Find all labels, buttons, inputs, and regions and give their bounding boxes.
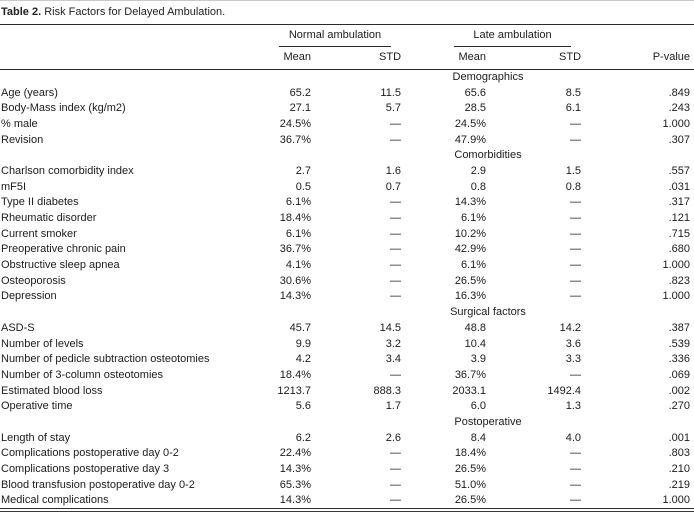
cell-value: 4.0	[565, 431, 582, 444]
cell-value: 3.2	[385, 337, 402, 350]
cell-value: .001	[668, 431, 691, 444]
cell-value: 3.9	[470, 353, 487, 366]
cell-value: —	[390, 227, 402, 240]
cell-value: 1.000	[662, 117, 691, 130]
cell-value: —	[570, 494, 582, 507]
group-header-normal-ambulation	[230, 25, 405, 48]
table-row	[0, 336, 694, 352]
cell-value: —	[390, 274, 402, 287]
row-label: Number of 3-column osteotomies	[1, 368, 164, 381]
table-row	[0, 195, 694, 211]
cell-value: 0.7	[385, 180, 402, 193]
cell-value: 1.5	[565, 164, 582, 177]
cell-value: 0.5	[295, 180, 311, 193]
cell-value: 26.5%	[454, 463, 487, 476]
cell-value: —	[390, 133, 402, 146]
group-header-late-ambulation	[405, 25, 585, 48]
cell-value: 4.1%	[285, 259, 311, 272]
cell-value: —	[390, 463, 402, 476]
row-label: % male	[1, 117, 38, 130]
section-header-row	[0, 305, 694, 321]
cell-value: .002	[668, 384, 691, 397]
cell-value: 1492.4	[547, 384, 582, 397]
row-label: mF5I	[1, 180, 27, 193]
cell-value: —	[570, 133, 582, 146]
cell-value: 6.1%	[285, 196, 311, 209]
cell-value: —	[390, 447, 402, 460]
group-header-late-label: Late ambulation	[454, 29, 571, 47]
cell-value: .219	[668, 478, 691, 491]
table-row	[0, 273, 694, 289]
row-label: Preoperative chronic pain	[1, 243, 126, 256]
cell-value: —	[390, 117, 402, 130]
col-header-std-late: STD	[490, 47, 585, 70]
group-header-pvalue-spacer	[585, 25, 694, 48]
cell-value: —	[570, 290, 582, 303]
cell-value: 3.3	[565, 353, 582, 366]
cell-value: 6.2	[295, 431, 311, 444]
cell-value: 888.3	[373, 384, 402, 397]
table-row	[0, 117, 694, 133]
row-label: Current smoker	[1, 227, 77, 240]
table-row	[0, 289, 694, 305]
row-label: Medical complications	[1, 494, 109, 507]
col-header-mean-late: Mean	[405, 47, 490, 70]
cell-value: .210	[668, 463, 691, 476]
table-row	[0, 446, 694, 462]
cell-value: .270	[668, 400, 691, 413]
row-label: Length of stay	[1, 431, 71, 444]
cell-value: 0.8	[470, 180, 487, 193]
cell-value: 1.000	[662, 290, 691, 303]
cell-value: 8.5	[565, 86, 582, 99]
table-row	[0, 258, 694, 274]
cell-value: 48.8	[464, 321, 487, 334]
table-body	[0, 70, 694, 509]
cell-value: .336	[668, 353, 691, 366]
table-row	[0, 85, 694, 101]
cell-value: .069	[668, 368, 691, 381]
cell-value: —	[570, 243, 582, 256]
cell-value: —	[390, 212, 402, 225]
col-header-std-normal: STD	[315, 47, 405, 70]
cell-value: 16.3%	[454, 290, 487, 303]
row-label: Operative time	[1, 400, 73, 413]
cell-value: —	[570, 463, 582, 476]
cell-value: 10.4	[464, 337, 487, 350]
cell-value: 2.6	[385, 431, 402, 444]
cell-value: 26.5%	[454, 274, 487, 287]
cell-value: 6.1%	[285, 227, 311, 240]
col-header-spacer	[0, 47, 230, 70]
cell-value: —	[570, 212, 582, 225]
section-header-row	[0, 70, 694, 86]
cell-value: 6.1%	[460, 212, 487, 225]
table-row	[0, 101, 694, 117]
cell-value: 1.3	[565, 400, 582, 413]
cell-value: —	[570, 274, 582, 287]
cell-value: .307	[668, 133, 691, 146]
cell-value: .121	[668, 212, 691, 225]
cell-value: —	[570, 227, 582, 240]
table-row	[0, 493, 694, 509]
cell-value: —	[570, 368, 582, 381]
row-label: Number of pedicle subtraction osteotomies	[1, 353, 210, 366]
cell-value: —	[570, 478, 582, 491]
table-head	[0, 25, 694, 70]
cell-value: .680	[668, 243, 691, 256]
cell-value: —	[390, 243, 402, 256]
cell-value: .243	[668, 102, 691, 115]
cell-value: 14.3%	[279, 463, 311, 476]
table-row	[0, 352, 694, 368]
cell-value: 9.9	[295, 337, 311, 350]
table-row	[0, 462, 694, 478]
cell-value: 1.6	[385, 164, 402, 177]
cell-value: 3.4	[385, 353, 402, 366]
section-row-spacer	[0, 415, 230, 431]
cell-value: 1.7	[385, 400, 402, 413]
section-title: Comorbidities	[454, 149, 522, 162]
row-label: Rheumatic disorder	[1, 212, 97, 225]
cell-value: 6.0	[470, 400, 487, 413]
cell-value: —	[570, 117, 582, 130]
cell-value: .715	[668, 227, 691, 240]
table-row	[0, 477, 694, 493]
cell-value: 14.3%	[279, 290, 311, 303]
section-header-row	[0, 415, 694, 431]
section-title: Surgical factors	[450, 306, 526, 319]
table-row	[0, 430, 694, 446]
cell-value: 6.1%	[460, 259, 487, 272]
cell-value: 26.5%	[454, 494, 487, 507]
cell-value: 1213.7	[277, 384, 311, 397]
table-row	[0, 179, 694, 195]
cell-value: 11.5	[380, 86, 402, 99]
cell-value: —	[390, 494, 402, 507]
cell-value: 2033.1	[452, 384, 487, 397]
cell-value: .539	[668, 337, 691, 350]
cell-value: 18.4%	[279, 368, 311, 381]
row-label: Age (years)	[1, 86, 58, 99]
row-label: Number of levels	[1, 337, 84, 350]
cell-value: 24.5%	[454, 117, 487, 130]
cell-value: 14.3%	[279, 494, 311, 507]
cell-value: 45.7	[289, 321, 311, 334]
cell-value: 18.4%	[279, 212, 311, 225]
table-row	[0, 164, 694, 180]
group-header-normal-label: Normal ambulation	[279, 29, 391, 47]
cell-value: .849	[668, 86, 691, 99]
column-header-row	[0, 47, 694, 70]
cell-value: 27.1	[289, 102, 311, 115]
table-caption-text: Risk Factors for Delayed Ambulation.	[44, 6, 226, 18]
cell-value: .823	[668, 274, 691, 287]
row-label: Charlson comorbidity index	[1, 164, 134, 177]
cell-value: —	[390, 290, 402, 303]
group-header-row	[0, 25, 694, 48]
cell-value: —	[570, 259, 582, 272]
section-title: Demographics	[452, 71, 524, 84]
cell-value: .803	[668, 447, 691, 460]
cell-value: .031	[668, 180, 691, 193]
row-label: Osteoporosis	[1, 274, 66, 287]
cell-value: 30.6%	[279, 274, 311, 287]
risk-factors-table	[0, 24, 694, 509]
cell-value: 0.8	[565, 180, 582, 193]
row-label: Estimated blood loss	[1, 384, 103, 397]
row-label: Revision	[1, 133, 44, 146]
cell-value: 5.7	[385, 102, 402, 115]
section-header-row	[0, 148, 694, 164]
cell-value: 4.2	[295, 353, 311, 366]
cell-value: 36.7%	[279, 243, 311, 256]
cell-value: .387	[668, 321, 691, 334]
cell-value: 36.7%	[279, 133, 311, 146]
table-row	[0, 132, 694, 148]
cell-value: 65.6	[464, 86, 487, 99]
cell-value: —	[390, 196, 402, 209]
table-row	[0, 383, 694, 399]
cell-value: 3.6	[565, 337, 582, 350]
row-label: Blood transfusion postoperative day 0-2	[1, 478, 195, 491]
cell-value: 47.9%	[454, 133, 487, 146]
cell-value: —	[570, 196, 582, 209]
cell-value: 6.1	[565, 102, 582, 115]
cell-value: 1.000	[662, 259, 691, 272]
bottom-double-rule	[0, 511, 694, 512]
row-label: Obstructive sleep apnea	[1, 259, 120, 272]
cell-value: 42.9%	[454, 243, 487, 256]
cell-value: 24.5%	[279, 117, 311, 130]
table-row	[0, 368, 694, 384]
section-title: Postoperative	[454, 415, 522, 428]
section-row-spacer	[0, 148, 230, 164]
table-row	[0, 321, 694, 337]
cell-value: —	[570, 447, 582, 460]
cell-value: —	[390, 478, 402, 491]
row-label: Type II diabetes	[1, 196, 79, 209]
cell-value: —	[390, 259, 402, 272]
table-row	[0, 242, 694, 258]
cell-value: 2.7	[295, 164, 311, 177]
group-header-spacer	[0, 25, 230, 48]
cell-value: 51.0%	[454, 478, 487, 491]
col-header-mean-normal: Mean	[230, 47, 315, 70]
table-caption	[0, 1, 694, 24]
cell-value: 8.4	[470, 431, 487, 444]
row-label: Depression	[1, 290, 57, 303]
cell-value: 14.5	[379, 321, 402, 334]
cell-value: .317	[668, 196, 691, 209]
cell-value: —	[390, 368, 402, 381]
table-row	[0, 226, 694, 242]
cell-value: 10.2%	[454, 227, 487, 240]
row-label: ASD-S	[1, 321, 35, 334]
table-row	[0, 399, 694, 415]
col-header-p-value: P-value	[585, 47, 694, 70]
cell-value: .557	[668, 164, 691, 177]
row-label: Complications postoperative day 0-2	[1, 447, 179, 460]
cell-value: 5.6	[295, 400, 311, 413]
cell-value: 65.3%	[279, 478, 311, 491]
cell-value: 18.4%	[454, 447, 487, 460]
row-label: Complications postoperative day 3	[1, 463, 170, 476]
row-label: Body-Mass index (kg/m2)	[1, 102, 126, 115]
cell-value: 14.2	[559, 321, 582, 334]
cell-value: 28.5	[464, 102, 487, 115]
table-caption-label: Table 2.	[1, 6, 42, 18]
cell-value: 14.3%	[454, 196, 487, 209]
section-row-spacer	[0, 305, 230, 321]
cell-value: 1.000	[662, 494, 691, 507]
table-row	[0, 211, 694, 227]
cell-value: 22.4%	[279, 447, 311, 460]
section-row-spacer	[0, 70, 230, 86]
cell-value: 65.2	[289, 86, 311, 99]
cell-value: 36.7%	[454, 368, 487, 381]
cell-value: 2.9	[470, 164, 487, 177]
